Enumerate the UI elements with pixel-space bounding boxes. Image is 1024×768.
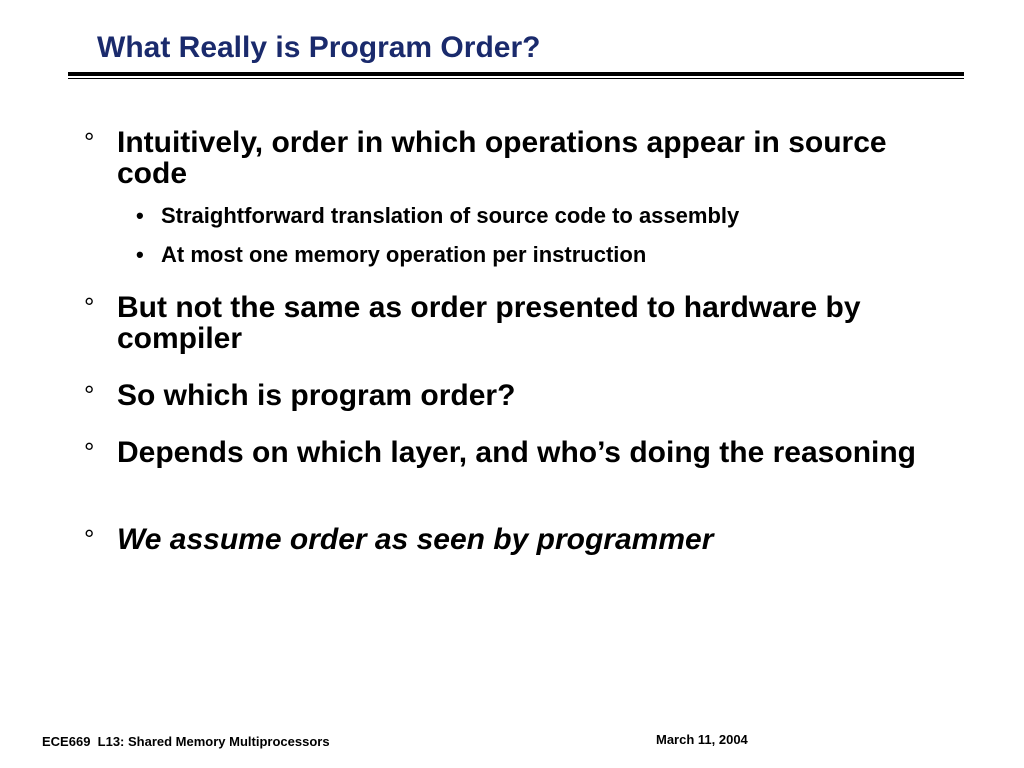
sub-bullet-1-1 xyxy=(136,203,921,229)
bullet-4 xyxy=(84,436,937,469)
degree-bullet-icon: ° xyxy=(84,437,95,467)
bullet-text: Intuitively, order in which operations appear in source code xyxy=(117,126,887,190)
bullet-1 xyxy=(84,126,937,190)
sub-bullet-text: Straightforward translation of source code to assembly xyxy=(161,203,740,228)
sub-bullet-text: At most one memory operation per instruction xyxy=(161,242,647,267)
degree-bullet-icon: ° xyxy=(84,127,95,157)
bullet-text: Depends on which layer, and who’s doing the reasoning xyxy=(117,436,916,469)
bullet-5 xyxy=(84,523,937,556)
bullet-text: But not the same as order presented to hardware by compiler xyxy=(117,291,861,355)
degree-bullet-icon: ° xyxy=(84,524,95,554)
degree-bullet-icon: ° xyxy=(84,380,95,410)
bullet-2 xyxy=(84,291,937,355)
degree-bullet-icon: ° xyxy=(84,292,95,322)
sub-bullet-1-2 xyxy=(136,242,921,268)
bullet-3 xyxy=(84,379,937,412)
bullet-text-emphasis: We assume order as seen by programmer xyxy=(117,523,714,556)
slide-title: What Really is Program Order? xyxy=(97,31,541,64)
bullet-text: So which is program order? xyxy=(117,379,516,412)
dot-bullet-icon: • xyxy=(136,203,144,228)
footer-date: March 11, 2004 xyxy=(656,732,748,747)
dot-bullet-icon: • xyxy=(136,242,144,267)
footer-course-label: ECE669 L13: Shared Memory Multiprocessors xyxy=(42,734,330,749)
